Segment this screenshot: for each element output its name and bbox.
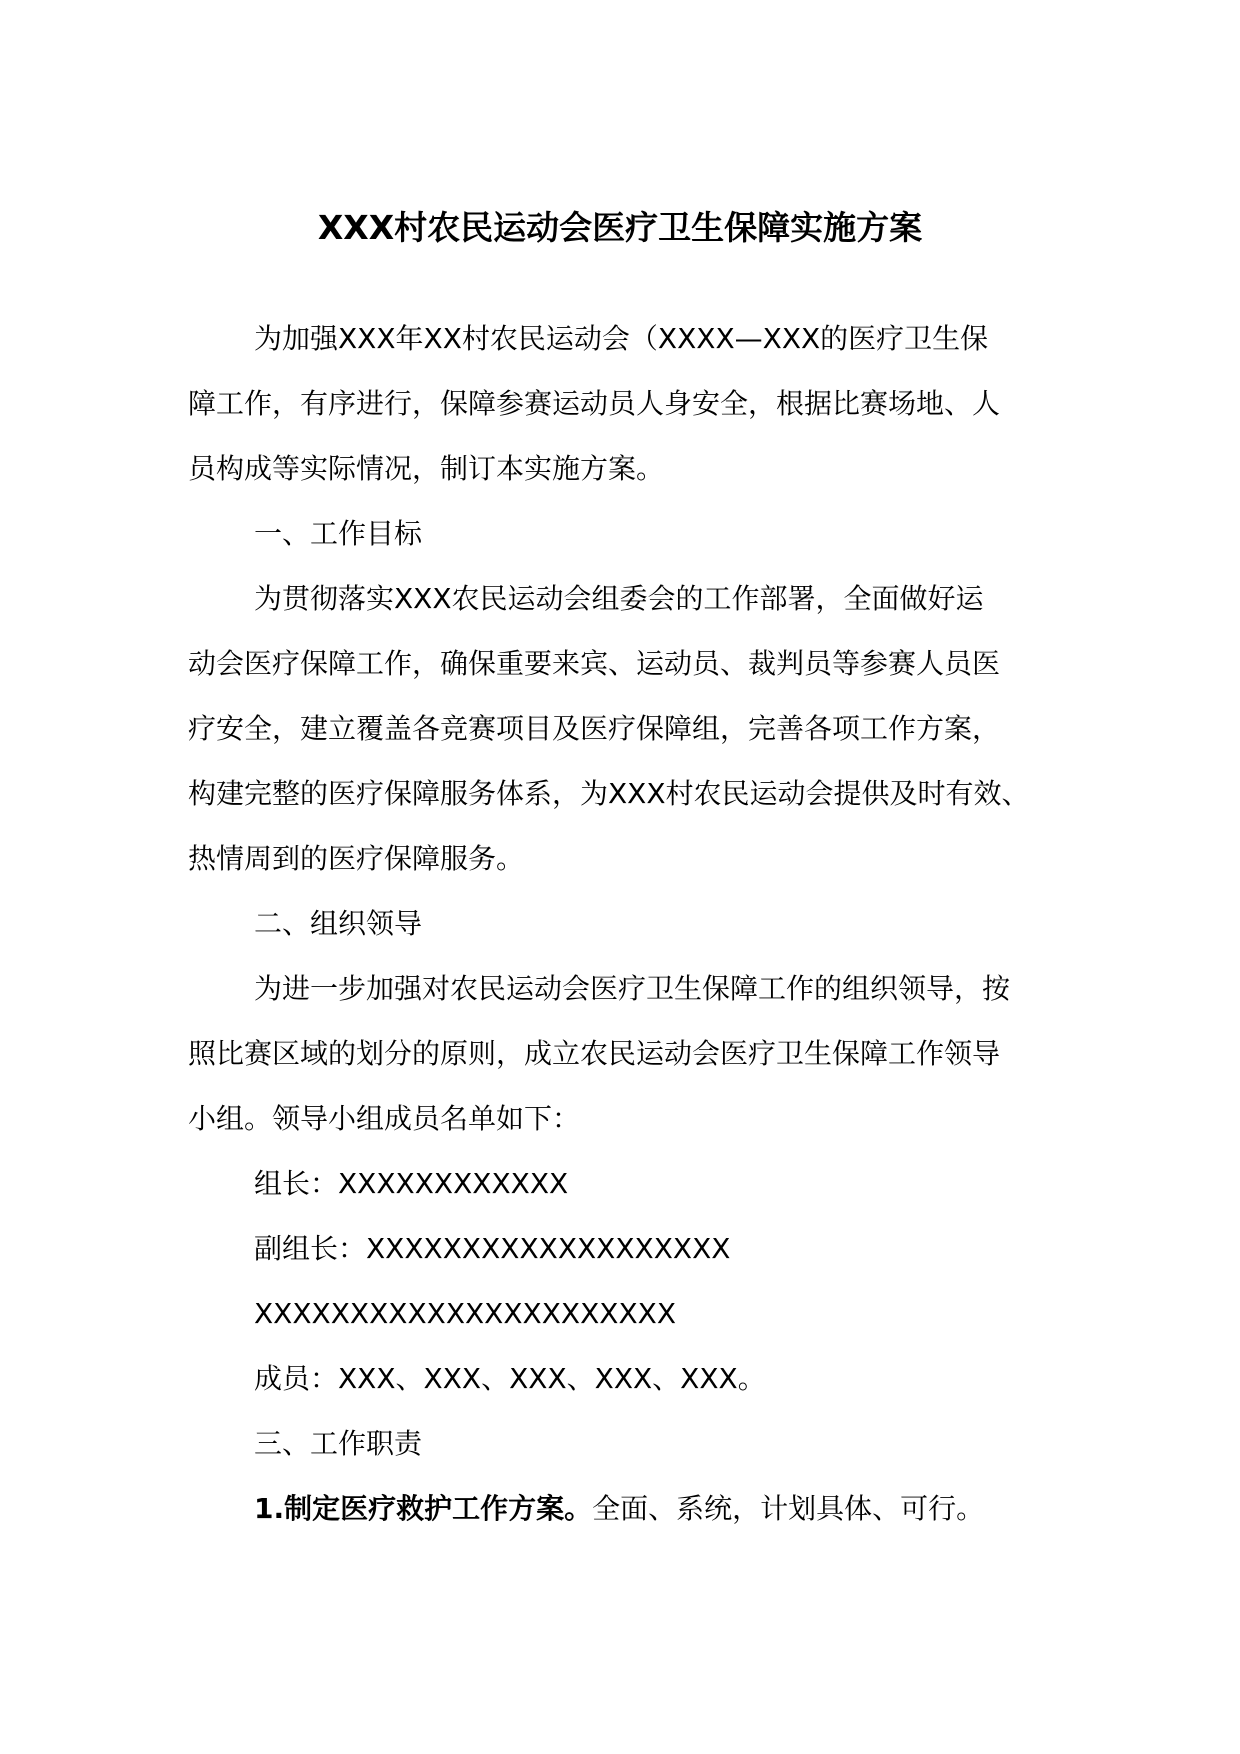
intro-line-1: 为加强XXX年XX村农民运动会（XXXX—XXX的医疗卫生保 — [254, 322, 989, 355]
section-2-heading: 二、组织领导 — [254, 907, 423, 940]
deputy-leader-continued-line: XXXXXXXXXXXXXXXXXXXXXX — [254, 1297, 676, 1330]
leader-line: 组长：XXXXXXXXXXXX — [254, 1167, 569, 1200]
section-3-item-1 — [188, 1476, 1068, 1541]
intro-line-3: 员构成等实际情况，制订本实施方案。 — [188, 452, 665, 485]
section-1-line-1: 为贯彻落实XXX农民运动会组委会的工作部署，全面做好运 — [254, 582, 984, 615]
section-1-line-2: 动会医疗保障工作，确保重要来宾、运动员、裁判员等参赛人员医 — [188, 647, 1001, 680]
section-1-line-4: 构建完整的医疗保障服务体系，为XXX村农民运动会提供及时有效、 — [188, 777, 1030, 810]
section-3-item-1-bold: 1.制定医疗救护工作方案。 — [254, 1492, 593, 1525]
members-line: 成员：XXX、XXX、XXX、XXX、XXX。 — [254, 1362, 766, 1395]
document-body — [188, 306, 1068, 1541]
deputy-leader-line: 副组长：XXXXXXXXXXXXXXXXXXX — [254, 1232, 731, 1265]
section-3-heading: 三、工作职责 — [254, 1427, 423, 1460]
section-1-line-3: 疗安全，建立覆盖各竞赛项目及医疗保障组，完善各项工作方案， — [188, 712, 1001, 745]
document-title: XXX村农民运动会医疗卫生保障实施方案 — [317, 208, 923, 247]
section-1-line-5: 热情周到的医疗保障服务。 — [188, 842, 525, 875]
intro-line-2: 障工作，有序进行，保障参赛运动员人身安全，根据比赛场地、人 — [188, 387, 1001, 420]
section-1-heading: 一、工作目标 — [254, 517, 423, 550]
section-3-item-1-text: 全面、系统，计划具体、可行。 — [592, 1492, 985, 1525]
section-2-line-3: 小组。领导小组成员名单如下： — [188, 1102, 581, 1135]
section-2-line-2: 照比赛区域的划分的原则，成立农民运动会医疗卫生保障工作领导 — [188, 1037, 1001, 1070]
section-2-line-1: 为进一步加强对农民运动会医疗卫生保障工作的组织领导，按 — [254, 972, 1011, 1005]
